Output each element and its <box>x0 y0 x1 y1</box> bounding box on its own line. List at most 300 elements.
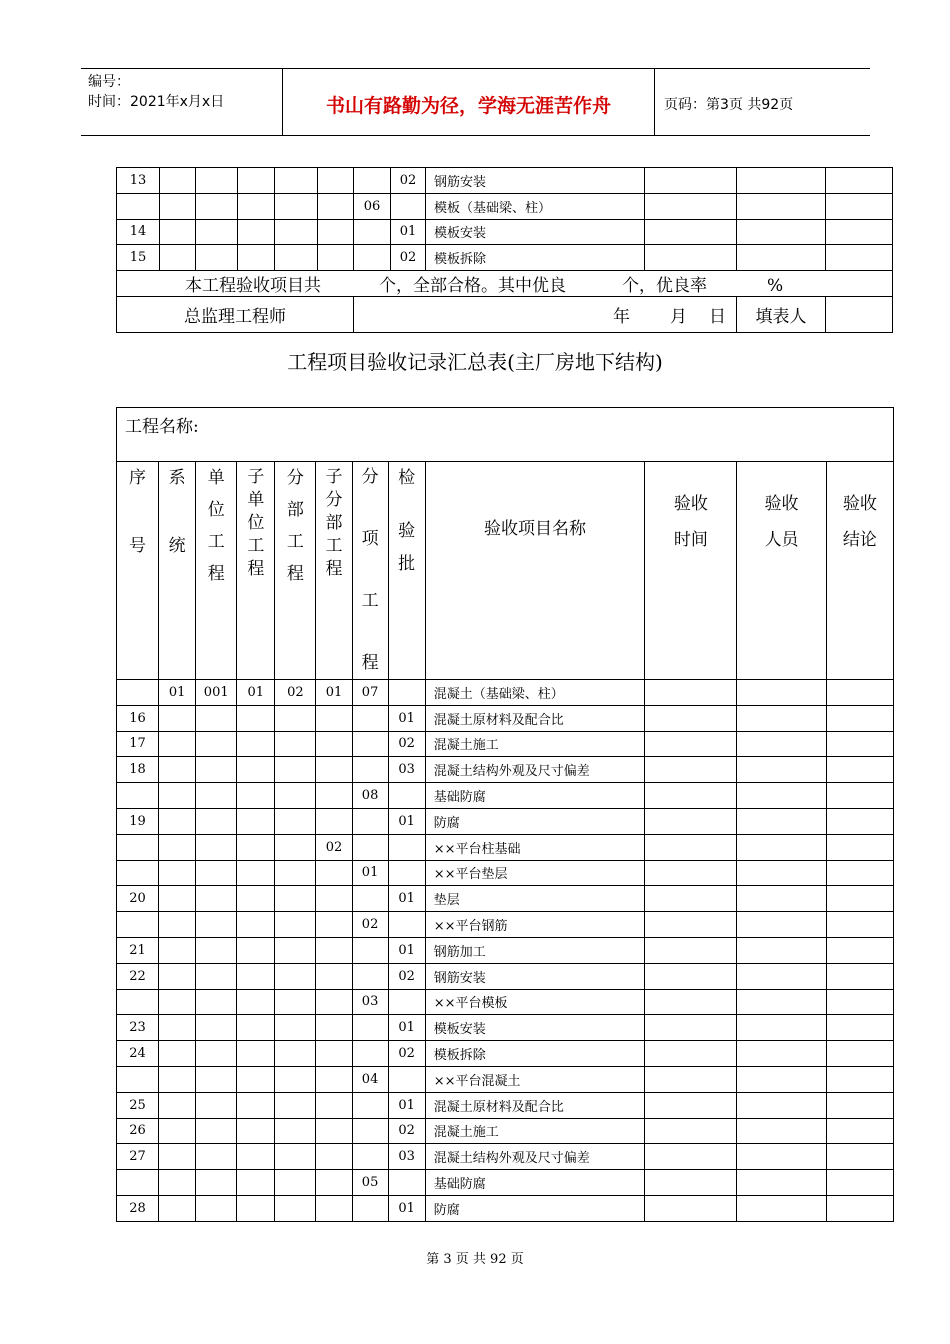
cell-system <box>159 1092 196 1118</box>
cell-person <box>737 860 826 886</box>
table-row <box>117 860 894 886</box>
cell-system <box>159 808 196 834</box>
cell-conclusion <box>826 705 893 731</box>
cell-system <box>159 860 196 886</box>
cell-seq <box>117 834 159 860</box>
cell-item <box>354 168 391 194</box>
cell-unit <box>196 168 238 194</box>
cell-time <box>645 1144 737 1170</box>
cell-conclusion <box>826 963 893 989</box>
cell-subunit <box>237 963 275 989</box>
continuation-table <box>116 167 893 333</box>
cell-system <box>159 1170 196 1196</box>
cell-subdivision <box>316 963 352 989</box>
cell-unit <box>196 1066 237 1092</box>
table-row <box>117 989 894 1015</box>
cell-division <box>275 219 318 245</box>
cell-time <box>645 1092 737 1118</box>
cell-name: 模板（基础梁、柱） <box>426 193 645 219</box>
cell-name: 防腐 <box>425 1195 645 1221</box>
cell-time <box>645 989 737 1015</box>
cell-subdivision <box>316 989 352 1015</box>
cell-unit <box>196 1195 237 1221</box>
cell-conclusion <box>826 1066 893 1092</box>
cell-division <box>275 705 316 731</box>
table-row <box>117 245 893 271</box>
summary-table-body <box>117 680 894 1222</box>
table-row <box>117 912 894 938</box>
cell-division <box>275 1144 316 1170</box>
cell-system <box>159 989 196 1015</box>
cell-seq: 28 <box>117 1195 159 1221</box>
cell-seq: 27 <box>117 1144 159 1170</box>
cell-system: 01 <box>159 680 196 706</box>
table-row <box>117 1041 894 1067</box>
cell-conclusion <box>826 731 893 757</box>
cell-unit <box>196 1118 237 1144</box>
cell-person <box>737 1118 826 1144</box>
cell-system <box>159 1144 196 1170</box>
cell-system <box>159 912 196 938</box>
cell-time <box>645 886 737 912</box>
cell-unit <box>196 1041 237 1067</box>
col-system: 系 统 <box>159 462 196 680</box>
table-row <box>117 937 894 963</box>
cell-division <box>275 1092 316 1118</box>
cell-time <box>645 860 737 886</box>
cell-batch: 02 <box>391 245 426 271</box>
cell-person <box>737 1015 826 1041</box>
col-name: 验收项目名称 <box>425 462 645 680</box>
cell-division <box>275 834 316 860</box>
summary-part4: % <box>767 276 784 297</box>
cell-unit <box>196 860 237 886</box>
cell-batch <box>391 193 426 219</box>
cell-batch <box>388 1170 425 1196</box>
continuation-table-body <box>117 168 893 271</box>
col-time: 验收 时间 <box>645 462 737 680</box>
cell-name: 基础防腐 <box>425 783 645 809</box>
cell-item <box>352 1144 388 1170</box>
cell-subunit <box>237 808 275 834</box>
cell-subdivision <box>316 937 352 963</box>
cell-subdivision <box>318 219 354 245</box>
cell-batch: 02 <box>388 731 425 757</box>
cell-unit <box>196 1144 237 1170</box>
cell-time <box>645 834 737 860</box>
sign-row <box>117 297 893 333</box>
cell-unit <box>196 193 238 219</box>
cell-system <box>159 937 196 963</box>
cell-item <box>354 219 391 245</box>
cell-item <box>352 757 388 783</box>
cell-person <box>737 1041 826 1067</box>
cell-unit <box>196 757 237 783</box>
cell-seq <box>117 1170 159 1196</box>
cell-seq: 20 <box>117 886 159 912</box>
cell-unit <box>196 783 237 809</box>
cell-name: 钢筋安装 <box>426 168 645 194</box>
table-row <box>117 783 894 809</box>
table-row <box>117 219 893 245</box>
cell-subunit <box>237 937 275 963</box>
cell-person <box>737 783 826 809</box>
cell-system <box>159 1015 196 1041</box>
cell-division <box>275 193 318 219</box>
cell-item: 07 <box>352 680 388 706</box>
cell-subdivision <box>316 860 352 886</box>
cell-seq <box>117 193 160 219</box>
cell-batch <box>388 860 425 886</box>
cell-subunit <box>237 1118 275 1144</box>
cell-name: 基础防腐 <box>425 1170 645 1196</box>
cell-name: ××平台柱基础 <box>425 834 645 860</box>
cell-name: ××平台钢筋 <box>425 912 645 938</box>
cell-subunit <box>237 912 275 938</box>
table-row <box>117 1092 894 1118</box>
cell-person <box>737 834 826 860</box>
cell-time <box>645 757 737 783</box>
cell-conclusion <box>826 886 893 912</box>
cell-subdivision <box>316 808 352 834</box>
cell-conclusion <box>826 1041 893 1067</box>
cell-subunit <box>237 1170 275 1196</box>
cell-division <box>275 989 316 1015</box>
cell-division <box>275 245 318 271</box>
cell-subunit <box>238 245 275 271</box>
col-unit: 单 位 工 程 <box>196 462 237 680</box>
cell-item: 02 <box>352 912 388 938</box>
table-row <box>117 731 894 757</box>
table-row <box>117 1015 894 1041</box>
cell-system <box>159 731 196 757</box>
cell-subdivision <box>316 1066 352 1092</box>
cell-batch: 03 <box>388 757 425 783</box>
cell-time <box>645 937 737 963</box>
cell-subdivision: 01 <box>316 680 352 706</box>
cell-subdivision <box>316 783 352 809</box>
cell-system <box>160 168 196 194</box>
cell-conclusion <box>826 834 893 860</box>
cell-time <box>645 705 737 731</box>
cell-person <box>737 680 826 706</box>
cell-system <box>160 245 196 271</box>
cell-seq <box>117 912 159 938</box>
cell-time <box>645 731 737 757</box>
cell-conclusion <box>826 1170 893 1196</box>
cell-time <box>645 1195 737 1221</box>
cell-subdivision <box>316 1118 352 1144</box>
chief-engineer-label: 总监理工程师 <box>117 297 354 333</box>
cell-subunit <box>237 731 275 757</box>
cell-item <box>352 1041 388 1067</box>
cell-system <box>159 783 196 809</box>
cell-batch <box>388 680 425 706</box>
cell-person <box>737 808 826 834</box>
cell-seq <box>117 680 159 706</box>
cell-subunit <box>237 1041 275 1067</box>
cell-batch: 01 <box>388 705 425 731</box>
summary-part1: 本工程验收项目共 <box>185 276 321 297</box>
cell-division <box>275 912 316 938</box>
cell-unit <box>196 834 237 860</box>
summary-part2: 个，全部合格。其中优良 <box>379 276 566 297</box>
cell-subunit <box>237 1015 275 1041</box>
cell-batch: 01 <box>388 937 425 963</box>
cell-conclusion <box>826 1144 893 1170</box>
cell-name: 模板拆除 <box>426 245 645 271</box>
cell-batch: 02 <box>391 168 426 194</box>
summary-part3: 个，优良率 <box>622 276 707 297</box>
cell-subdivision <box>316 1195 352 1221</box>
cell-division <box>275 168 318 194</box>
cell-person <box>737 989 826 1015</box>
cell-item: 01 <box>352 860 388 886</box>
cell-name: ××平台模板 <box>425 989 645 1015</box>
col-conclusion: 验收 结论 <box>826 462 893 680</box>
cell-system <box>159 705 196 731</box>
cell-person <box>737 886 826 912</box>
cell-unit: 001 <box>196 680 237 706</box>
page-footer: 第 3 页 共 92 页 <box>426 1252 524 1267</box>
cell-conclusion <box>826 808 893 834</box>
cell-seq: 16 <box>117 705 159 731</box>
cell-item <box>354 245 391 271</box>
cell-time <box>645 1118 737 1144</box>
cell-conclusion <box>826 912 893 938</box>
cell-person <box>737 245 826 271</box>
table-row <box>117 1066 894 1092</box>
cell-system <box>159 963 196 989</box>
project-name-row <box>117 408 894 462</box>
cell-unit <box>196 1015 237 1041</box>
table-row <box>117 705 894 731</box>
cell-subdivision <box>316 1092 352 1118</box>
cell-name: 模板安装 <box>426 219 645 245</box>
cell-person <box>737 1092 826 1118</box>
cell-time <box>645 1170 737 1196</box>
cell-item <box>352 1118 388 1144</box>
date-cell <box>354 297 737 333</box>
cell-subunit: 01 <box>237 680 275 706</box>
cell-subunit <box>237 705 275 731</box>
cell-batch <box>388 912 425 938</box>
cell-item <box>352 1092 388 1118</box>
cell-person <box>737 963 826 989</box>
cell-seq: 13 <box>117 168 160 194</box>
cell-division: 02 <box>275 680 316 706</box>
cell-subdivision <box>316 705 352 731</box>
col-person: 验收 人员 <box>737 462 826 680</box>
cell-unit <box>196 963 237 989</box>
cell-batch: 02 <box>388 1041 425 1067</box>
cell-person <box>737 193 826 219</box>
table-row <box>117 1170 894 1196</box>
cell-person <box>737 1144 826 1170</box>
cell-person <box>737 1170 826 1196</box>
cell-subunit <box>237 1195 275 1221</box>
cell-division <box>275 1195 316 1221</box>
cell-time <box>645 808 737 834</box>
cell-seq: 15 <box>117 245 160 271</box>
cell-time <box>645 963 737 989</box>
cell-subdivision <box>318 193 354 219</box>
cell-person <box>737 219 826 245</box>
project-name-label: 工程名称: <box>117 408 894 462</box>
cell-name: 混凝土原材料及配合比 <box>425 705 645 731</box>
cell-subdivision <box>316 1170 352 1196</box>
cell-seq: 19 <box>117 808 159 834</box>
cell-unit <box>196 886 237 912</box>
cell-time <box>645 680 737 706</box>
cell-item <box>352 937 388 963</box>
cell-conclusion <box>826 1195 893 1221</box>
summary-table <box>116 407 894 1222</box>
cell-subunit <box>237 1066 275 1092</box>
cell-name: 模板拆除 <box>425 1041 645 1067</box>
cell-person <box>737 937 826 963</box>
cell-item <box>352 1195 388 1221</box>
cell-batch: 01 <box>388 808 425 834</box>
cell-time <box>645 245 737 271</box>
cell-conclusion <box>826 757 893 783</box>
cell-conclusion <box>826 783 893 809</box>
header-top-rule <box>81 68 870 69</box>
cell-seq: 26 <box>117 1118 159 1144</box>
number-label: 编号： <box>88 74 130 90</box>
cell-person <box>737 1066 826 1092</box>
cell-subunit <box>237 886 275 912</box>
cell-conclusion <box>826 219 893 245</box>
cell-batch: 03 <box>388 1144 425 1170</box>
cell-division <box>275 1066 316 1092</box>
cell-division <box>275 1170 316 1196</box>
cell-conclusion <box>826 1092 893 1118</box>
cell-batch: 01 <box>388 1015 425 1041</box>
cell-division <box>275 1118 316 1144</box>
cell-subdivision <box>318 245 354 271</box>
cell-conclusion <box>826 989 893 1015</box>
cell-item: 03 <box>352 989 388 1015</box>
table-row <box>117 1144 894 1170</box>
cell-subdivision <box>316 886 352 912</box>
cell-division <box>275 1015 316 1041</box>
cell-name: 混凝土结构外观及尺寸偏差 <box>425 1144 645 1170</box>
cell-subdivision <box>316 1144 352 1170</box>
cell-seq: 14 <box>117 219 160 245</box>
cell-subunit <box>238 193 275 219</box>
cell-system <box>159 757 196 783</box>
col-subdivision: 子 分 部 工 程 <box>316 462 352 680</box>
cell-subdivision: 02 <box>316 834 352 860</box>
cell-name: ××平台混凝土 <box>425 1066 645 1092</box>
cell-subunit <box>237 1144 275 1170</box>
summary-row <box>117 271 893 297</box>
cell-division <box>275 757 316 783</box>
day-label: 日 <box>709 307 726 328</box>
cell-division <box>275 808 316 834</box>
cell-item <box>352 1015 388 1041</box>
cell-time <box>645 783 737 809</box>
cell-unit <box>196 731 237 757</box>
cell-time <box>645 1015 737 1041</box>
cell-unit <box>196 989 237 1015</box>
cell-conclusion <box>826 1015 893 1041</box>
cell-system <box>159 886 196 912</box>
cell-batch <box>388 783 425 809</box>
cell-batch: 02 <box>388 963 425 989</box>
cell-batch <box>388 834 425 860</box>
col-seq: 序 号 <box>117 462 159 680</box>
cell-seq <box>117 1066 159 1092</box>
cell-time <box>645 193 737 219</box>
cell-item <box>352 834 388 860</box>
cell-batch: 01 <box>388 1092 425 1118</box>
table-row <box>117 680 894 706</box>
cell-unit <box>196 245 238 271</box>
filler-label: 填表人 <box>737 297 826 333</box>
cell-division <box>275 731 316 757</box>
cell-conclusion <box>826 680 893 706</box>
table-row <box>117 834 894 860</box>
cell-system <box>159 1041 196 1067</box>
cell-subdivision <box>316 1041 352 1067</box>
col-item: 分 项 工 程 <box>352 462 388 680</box>
cell-item: 06 <box>354 193 391 219</box>
table-row <box>117 193 893 219</box>
cell-item: 04 <box>352 1066 388 1092</box>
col-batch: 检 验 批 <box>388 462 425 680</box>
cell-unit <box>196 705 237 731</box>
month-label: 月 <box>670 307 687 328</box>
cell-person <box>737 705 826 731</box>
cell-division <box>275 886 316 912</box>
header-meta <box>88 72 224 112</box>
header-row <box>117 462 894 680</box>
cell-subdivision <box>316 912 352 938</box>
cell-item <box>352 731 388 757</box>
cell-division <box>275 937 316 963</box>
cell-batch: 01 <box>388 886 425 912</box>
filler-value <box>826 297 893 333</box>
cell-person <box>737 1195 826 1221</box>
cell-name: 模板安装 <box>425 1015 645 1041</box>
cell-subunit <box>237 783 275 809</box>
cell-subunit <box>237 1092 275 1118</box>
cell-system <box>160 219 196 245</box>
table-row <box>117 963 894 989</box>
cell-item: 05 <box>352 1170 388 1196</box>
cell-system <box>159 1066 196 1092</box>
cell-subdivision <box>316 1015 352 1041</box>
cell-person <box>737 912 826 938</box>
cell-subdivision <box>316 757 352 783</box>
cell-seq <box>117 989 159 1015</box>
cell-subunit <box>237 834 275 860</box>
cell-seq <box>117 783 159 809</box>
cell-time <box>645 219 737 245</box>
cell-subunit <box>237 757 275 783</box>
cell-person <box>737 757 826 783</box>
cell-batch <box>388 1066 425 1092</box>
cell-subunit <box>237 860 275 886</box>
cell-unit <box>196 808 237 834</box>
cell-person <box>737 731 826 757</box>
cell-division <box>275 1041 316 1067</box>
cell-time <box>645 1066 737 1092</box>
cell-name: ××平台垫层 <box>425 860 645 886</box>
cell-division <box>275 783 316 809</box>
